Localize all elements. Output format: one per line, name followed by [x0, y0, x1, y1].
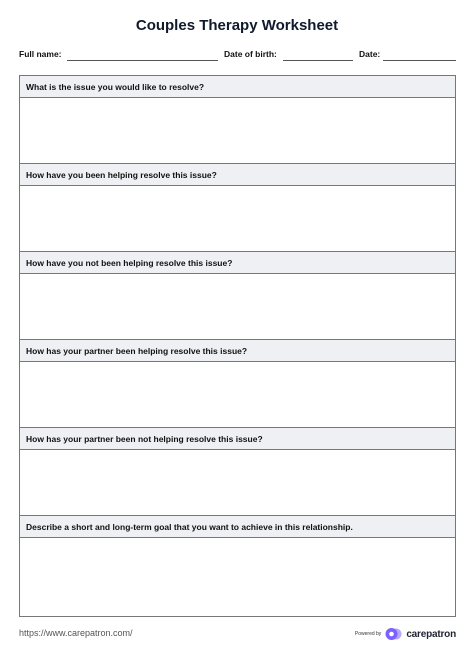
question-block	[20, 252, 455, 340]
powered-by-label: Powered by	[354, 631, 382, 637]
answer-area[interactable]	[20, 538, 455, 616]
answer-area[interactable]	[20, 274, 455, 340]
question-block	[20, 428, 455, 516]
page-title: Couples Therapy Worksheet	[135, 17, 339, 34]
full-name-label: Full name:	[19, 49, 62, 59]
question-heading: How have you been helping resolve this issue?	[20, 164, 455, 186]
carepatron-logo-icon	[385, 627, 402, 641]
date-of-birth-label: Date of birth:	[224, 49, 277, 59]
answer-area[interactable]	[20, 362, 455, 428]
worksheet-questions	[19, 75, 456, 617]
question-heading: How has your partner been not helping resolve this issue?	[20, 428, 455, 450]
full-name-field[interactable]	[67, 60, 218, 61]
question-heading: What is the issue you would like to resolve?	[20, 76, 455, 98]
question-block	[20, 76, 455, 164]
answer-area[interactable]	[20, 450, 455, 516]
question-block	[20, 340, 455, 428]
date-of-birth-field[interactable]	[283, 60, 353, 61]
carepatron-link[interactable]: https://www.carepatron.com/	[19, 628, 133, 638]
date-label: Date:	[359, 49, 381, 59]
question-heading: How has your partner been helping resolve this issue?	[20, 340, 455, 362]
question-block	[20, 516, 455, 616]
question-heading: How have you not been helping resolve this issue?	[20, 252, 455, 274]
powered-by-badge	[355, 626, 456, 642]
question-heading: Describe a short and long-term goal that you want to achieve in this relationship.	[20, 516, 455, 538]
question-block	[20, 164, 455, 252]
brand-name: carepatron	[406, 628, 456, 640]
answer-area[interactable]	[20, 98, 455, 164]
footer	[19, 626, 456, 642]
date-field[interactable]	[383, 60, 456, 61]
answer-area[interactable]	[20, 186, 455, 252]
personal-details-row	[19, 49, 456, 63]
